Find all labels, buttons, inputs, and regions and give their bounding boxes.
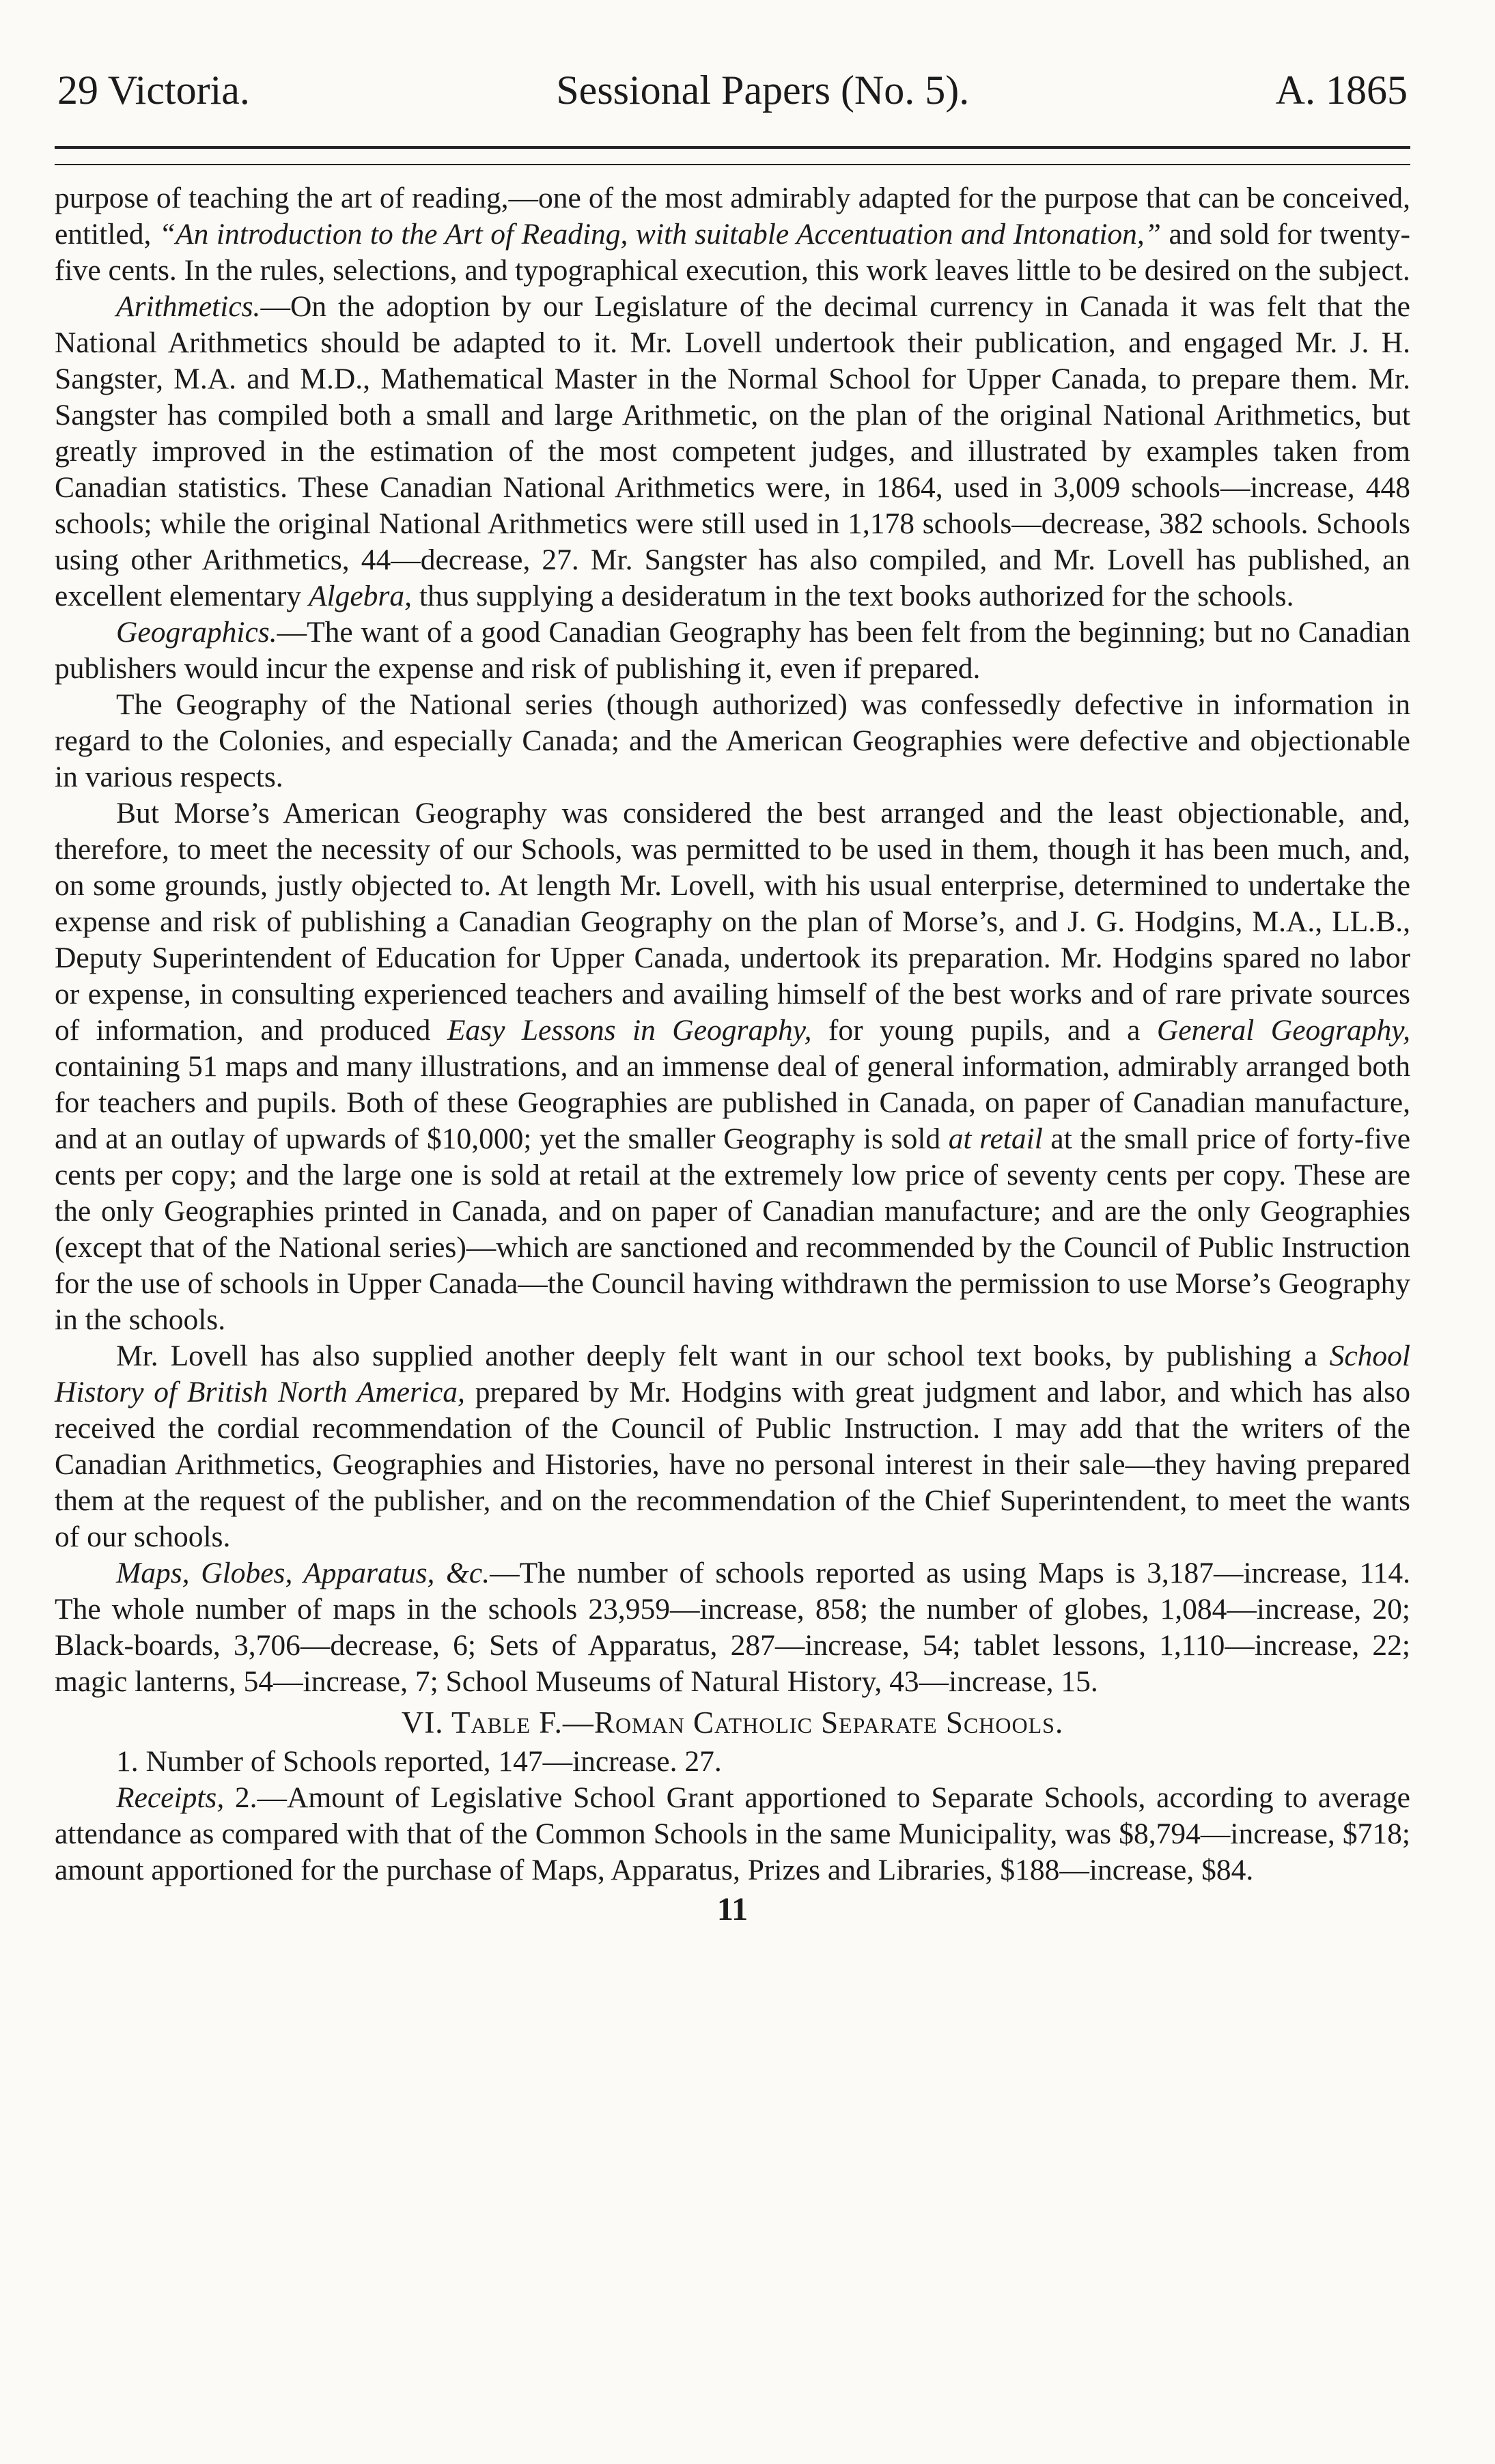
- book-title: Easy Lessons in Geography,: [447, 1014, 812, 1047]
- emphasis: at retail: [948, 1122, 1043, 1155]
- paragraph-maps-globes: [55, 1555, 1410, 1700]
- section-heading: VI. Table F.—Roman Catholic Separate Schools.: [401, 1705, 1064, 1740]
- header-center: Sessional Papers (No. 5).: [556, 68, 970, 113]
- paragraph-lead: Geographics.: [116, 616, 277, 649]
- header-double-rule: [55, 146, 1410, 165]
- paragraph-reading-book: [55, 180, 1410, 289]
- paragraph-arithmetics: [55, 289, 1410, 614]
- book-title: “An introduction to the Art of Reading, with suitable Accentuation and Intonation,”: [158, 218, 1161, 251]
- header-left: 29 Victoria.: [57, 68, 250, 113]
- text-run: 2.—Amount of Legislative School Grant apportioned to Separate Schools, according to average attendance as compared with that of the Common Schools in the same Municipality, was $8,794—increase, $718; amount apportioned for the purchase of Maps, Apparatus, Prizes and Libraries, $188—increase, $84.: [55, 1781, 1410, 1886]
- text-run: Mr. Lovell has also supplied another deeply felt want in our school text books, by publishing a: [116, 1340, 1330, 1372]
- text-run: prepared by Mr. Hodgins with great judgment and labor, and which has also received the cordial recommendation of the Council of Public Instruction. I may add that the writers of the Canadian Arithmetics, Geographies and Histories, have no personal interest in their sale—they having prepared them at the request of the publisher, and on the recommendation of the Chief Superintendent, to meet the wants of our schools.: [55, 1376, 1410, 1553]
- text-run: at the small price of forty-five cents per copy; and the large one is sold at retail at the extremely low price of seventy cents per copy. These are the only Geographies printed in Canada, and on paper of Canadian manufacture; and are the only Geographies (except that of the National series)—which are sanctioned and recommended by the Council of Public Instruction for the use of schools in Upper Canada—the Council having withdrawn the permission to use Morse’s Geography in the schools.: [55, 1122, 1411, 1336]
- text-run: for young pupils, and a: [811, 1014, 1157, 1047]
- book-title: Algebra,: [308, 580, 412, 612]
- text-run: 1. Number of Schools reported, 147—increase. 27.: [116, 1745, 722, 1778]
- text-run: containing 51 maps and many illustrations, and an immense deal of general information, admirably arranged both for teachers and pupils. Both of these Geographies are published in Canada, on paper of Canadian manufacture, and at an outlay of upwards of $10,000; yet the smaller Geography is sold: [55, 1050, 1410, 1155]
- paragraph-morse-geography: [55, 795, 1410, 1338]
- section-item-1: [55, 1744, 1410, 1780]
- header-right: A. 1865: [1275, 68, 1408, 113]
- paragraph-lead: Maps, Globes, Apparatus, &c.: [116, 1557, 490, 1589]
- page-number: 11: [716, 1891, 749, 1927]
- text-run: But Morse’s American Geography was considered the best arranged and the least objectionable, and, therefore, to meet the necessity of our Schools, was permitted to be used in them, though it has been much, and, on some grounds, justly objected to. At length Mr. Lovell, with his usual enterprise, determined to undertake the expense and risk of publishing a Canadian Geography on the plan of Morse’s, and J. G. Hodgins, M.A., LL.B., Deputy Superintendent of Education for Upper Canada, undertook its preparation. Mr. Hodgins spared no labor or expense, in consulting experienced teachers and availing himself of the best works and of rare private sources of information, and produced: [55, 797, 1410, 1047]
- text-run: thus supplying a desideratum in the text books authorized for the schools.: [412, 580, 1294, 612]
- document-page: [55, 61, 1410, 1929]
- book-title: School History of British North America,: [55, 1340, 1410, 1408]
- text-run: —The want of a good Canadian Geography has been felt from the beginning; but no Canadian publishers would incur the expense and risk of publishing it, even if prepared.: [55, 616, 1410, 685]
- text-run: —On the adoption by our Legislature of the decimal currency in Canada it was felt that the National Arithmetics should be adapted to it. Mr. Lovell undertook their publication, and engaged Mr. J. H. Sangster, M.A. and M.D., Mathematical Master in the Normal School for Upper Canada, to prepare them. Mr. Sangster has compiled both a small and large Arithmetic, on the plan of the original National Arithmetics, but greatly improved in the estimation of the most competent judges, and illustrated by examples taken from Canadian statistics. These Canadian National Arithmetics were, in 1864, used in 3,009 schools—increase, 448 schools; while the original National Arithmetics were still used in 1,178 schools—decrease, 382 schools. Schools using other Arithmetics, 44—decrease, 27. Mr. Sangster has also compiled, and Mr. Lovell has published, an excellent elementary: [55, 290, 1410, 612]
- section-item-2: [55, 1780, 1410, 1888]
- paragraph-lead: Receipts,: [116, 1781, 225, 1814]
- paragraph-school-history: [55, 1338, 1410, 1555]
- paragraph-lead: Arithmetics.: [116, 290, 261, 323]
- text-run: The Geography of the National series (though authorized) was confessedly defective in information in regard to the Colonies, and especially Canada; and the American Geographies were defective and objectionable in various respects.: [55, 688, 1410, 793]
- text-run: —The number of schools reported as using Maps is 3,187—increase, 114. The whole number of maps in the schools 23,959—increase, 858; the number of globes, 1,084—increase, 20; Black-boards, 3,706—decrease, 6; Sets of Apparatus, 287—increase, 54; tablet lessons, 1,110—increase, 22; magic lanterns, 54—increase, 7; School Museums of Natural History, 43—increase, 15.: [55, 1557, 1410, 1698]
- text-run: purpose of teaching the art of reading,—one of the most admirably adapted for the purpose that can be conceived, entitled,: [55, 182, 1410, 251]
- body-text: [55, 180, 1410, 1929]
- running-header: [55, 61, 1410, 119]
- paragraph-national-geography: [55, 687, 1410, 795]
- text-run: and sold for twenty-five cents. In the rules, selections, and typographical execution, this work leaves little to be desired on the subject.: [55, 218, 1410, 287]
- book-title: General Geography,: [1156, 1014, 1410, 1047]
- paragraph-geographics: [55, 614, 1410, 687]
